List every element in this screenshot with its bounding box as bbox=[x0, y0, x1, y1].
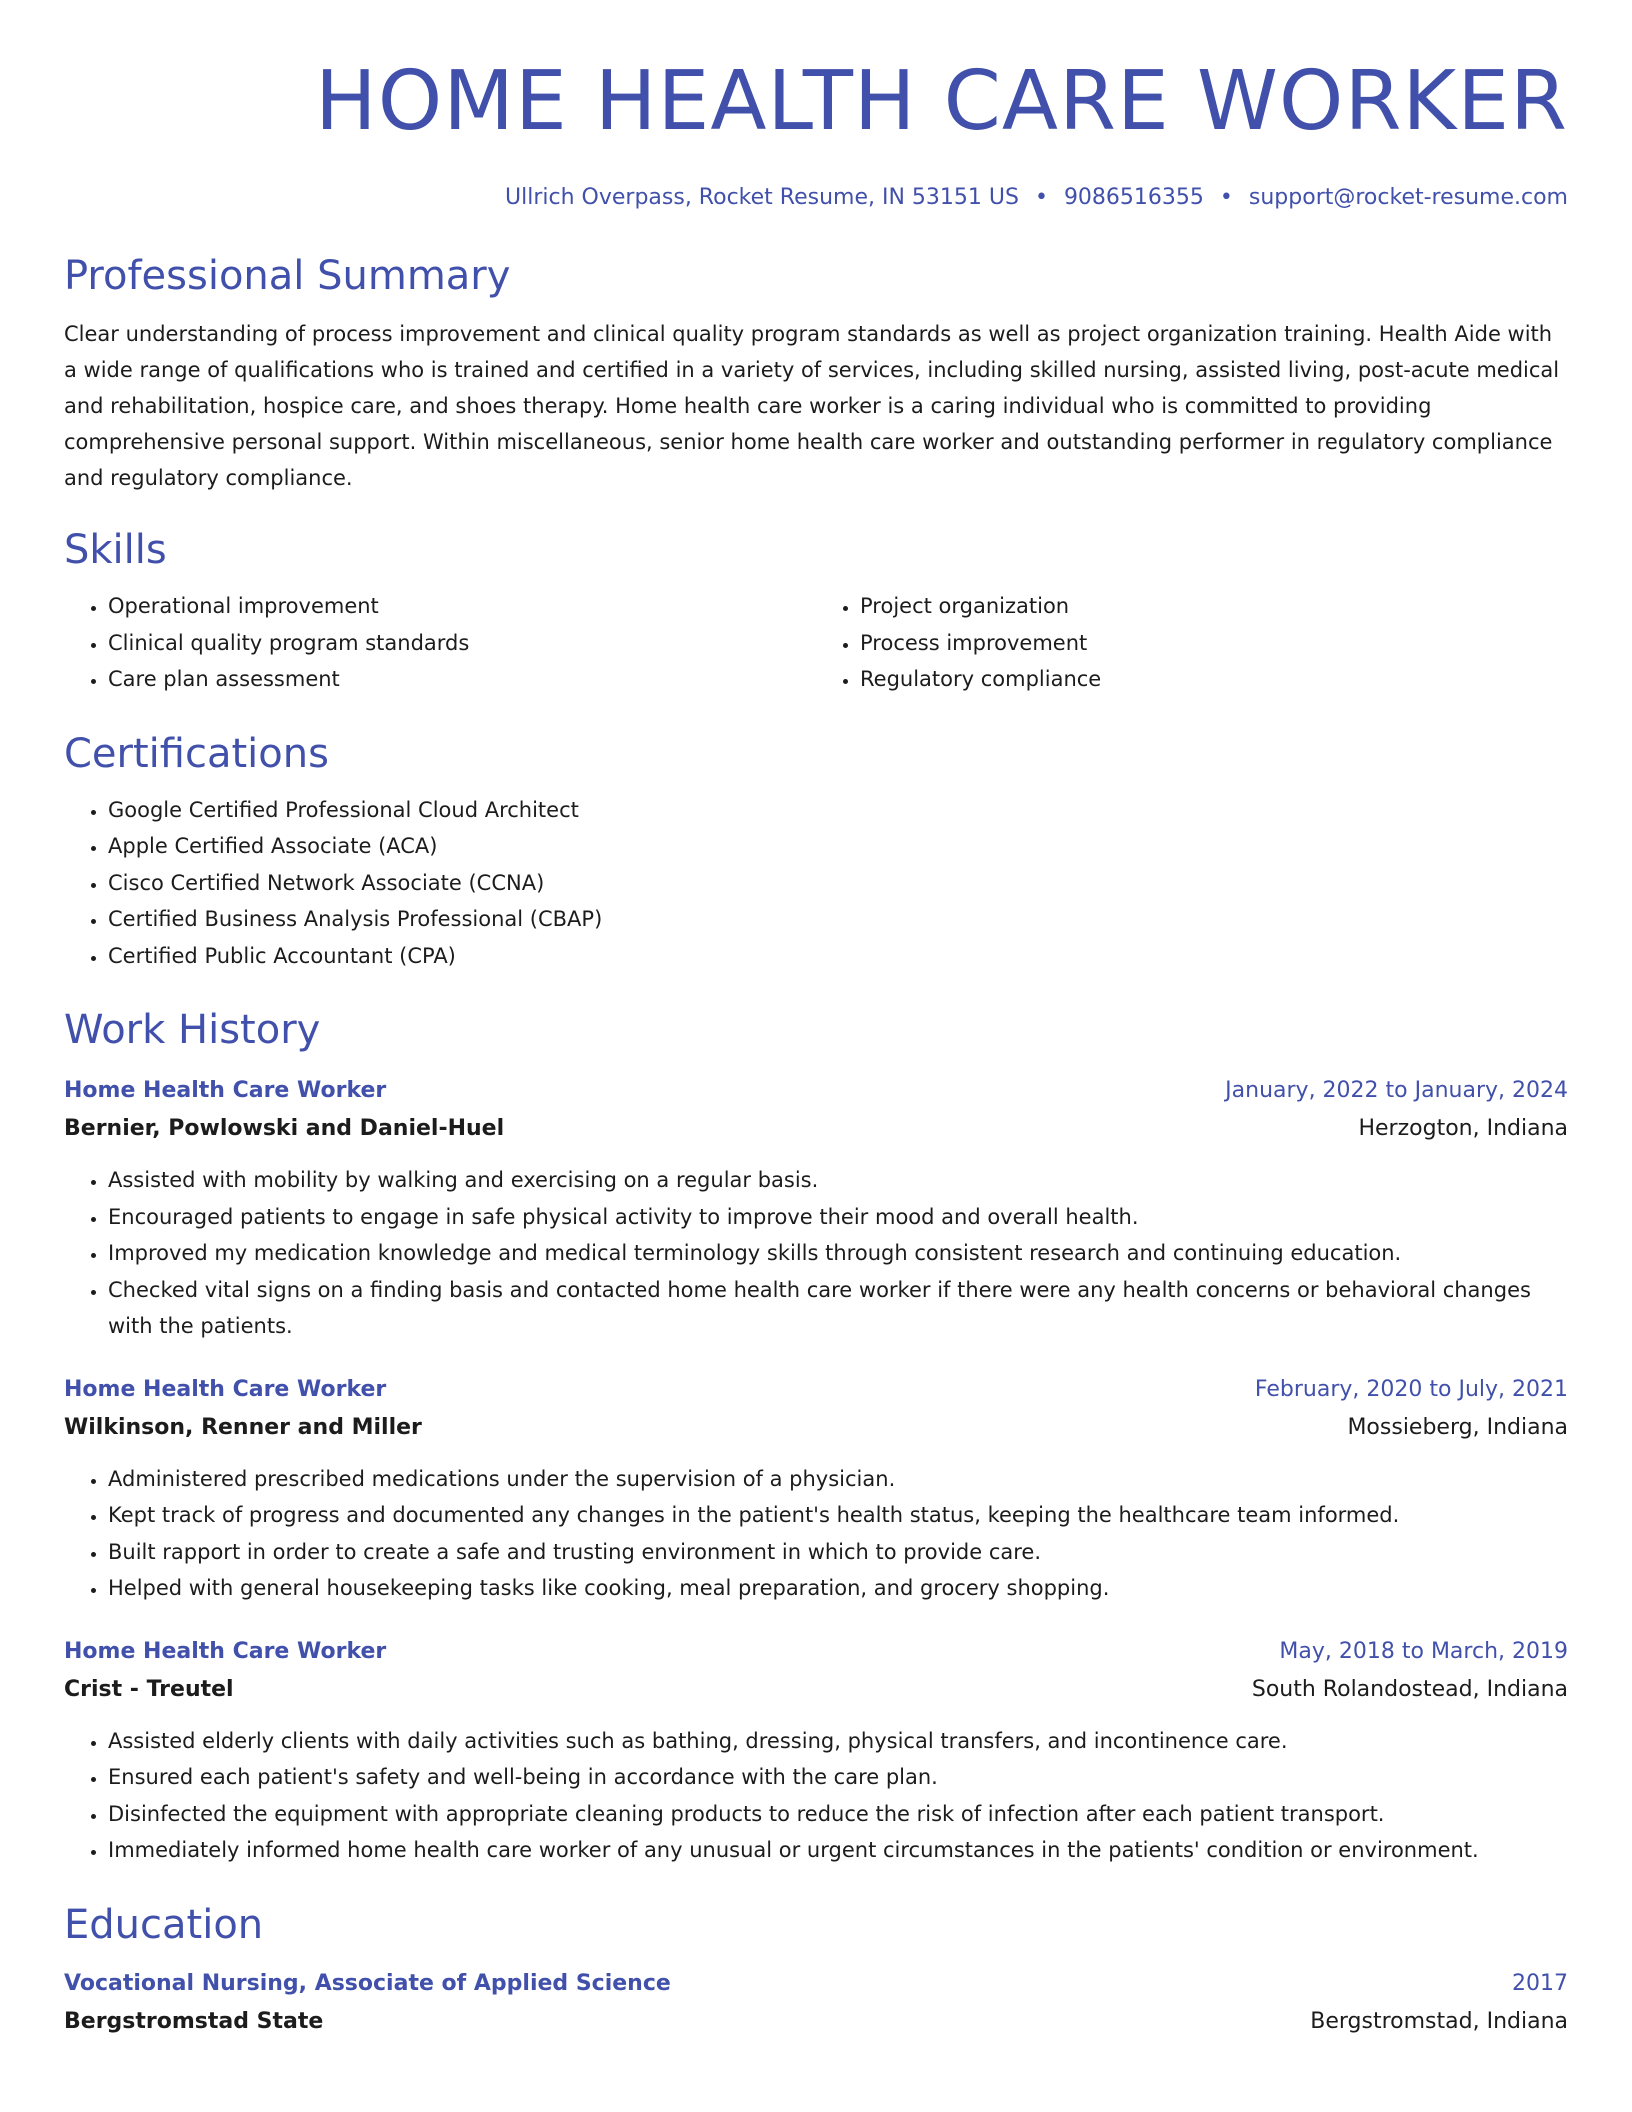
certification-item: • Cisco Certified Network Associate (CCNA) bbox=[108, 865, 1568, 902]
job-dates: February, 2020 to July, 2021 bbox=[1254, 1376, 1568, 1402]
job-location: Herzogton, Indiana bbox=[1358, 1116, 1568, 1141]
job-bullet: • Helped with general housekeeping tasks like cooking, meal preparation, and grocery shopping. bbox=[108, 1570, 1568, 1607]
certification-item: • Apple Certified Associate (ACA) bbox=[108, 828, 1568, 865]
job-company: Crist - Treutel bbox=[64, 1676, 234, 1702]
certification-item: • Certified Business Analysis Professional (CBAP) bbox=[108, 901, 1568, 938]
job-bullet: • Checked vital signs on a finding basis and contacted home health care worker if there were any health concerns or behavioral changes with the patients. bbox=[108, 1272, 1568, 1345]
contact-separator: • bbox=[1034, 185, 1048, 210]
education-degree: Vocational Nursing, Associate of Applied Science bbox=[64, 1970, 671, 1996]
summary-text: Clear understanding of process improvement and clinical quality program standards as well as project organization training. Health Aide with a wide range of qualifications who is trained and certified in a variety of services, including skilled nursing, assisted living, post-acute medical and rehabilitation, hospice care, and shoes therapy. Home health care worker is a caring individual who is committed to providing comprehensive personal support. Within miscellaneous, senior home health care worker and outstanding performer in regulatory compliance and regulatory compliance. bbox=[64, 322, 1560, 490]
job-title: Home Health Care Worker bbox=[64, 1376, 387, 1402]
job-bullets bbox=[64, 1461, 1568, 1607]
job-entry bbox=[64, 1072, 1568, 1345]
contact-line bbox=[64, 182, 1568, 214]
job-company: Wilkinson, Renner and Miller bbox=[64, 1414, 422, 1440]
job-dates: January, 2022 to January, 2024 bbox=[1225, 1078, 1568, 1103]
education-entry bbox=[64, 1965, 1568, 2041]
skill-item: • Care plan assessment bbox=[108, 661, 816, 698]
job-bullets bbox=[64, 1162, 1568, 1345]
job-location: South Rolandostead, Indiana bbox=[1251, 1676, 1568, 1702]
job-entry bbox=[64, 1371, 1568, 1607]
resume-title: HOME HEALTH CARE WORKER bbox=[315, 54, 1568, 149]
job-bullet: • Kept track of progress and documented any changes in the patient's health status, keeping the healthcare team informed. bbox=[108, 1497, 1568, 1534]
job-bullet: • Immediately informed home health care worker of any unusual or urgent circumstances in the patients' condition or environment. bbox=[108, 1832, 1568, 1869]
job-bullet: • Ensured each patient's safety and well-being in accordance with the care plan. bbox=[108, 1759, 1568, 1796]
contact-phone: 9086516355 bbox=[1063, 185, 1204, 210]
skills-list-right bbox=[816, 588, 1568, 698]
skills-grid bbox=[64, 588, 1568, 698]
skill-item: • Regulatory compliance bbox=[860, 661, 1568, 698]
job-bullet: • Assisted with mobility by walking and exercising on a regular basis. bbox=[108, 1162, 1568, 1199]
education-heading: Education bbox=[64, 1901, 264, 1948]
job-bullet: • Improved my medication knowledge and medical terminology skills through consistent research and continuing education. bbox=[108, 1235, 1568, 1272]
skills-list-left bbox=[64, 588, 816, 698]
skills-heading: Skills bbox=[64, 527, 167, 573]
job-company: Bernier, Powlowski and Daniel-Huel bbox=[64, 1116, 505, 1141]
education-section bbox=[64, 1897, 1568, 2041]
job-bullet: • Disinfected the equipment with appropriate cleaning products to reduce the risk of infection after each patient transport. bbox=[108, 1796, 1568, 1833]
education-year: 2017 bbox=[1512, 1970, 1568, 1996]
job-dates: May, 2018 to March, 2019 bbox=[1279, 1638, 1568, 1664]
certification-item: • Certified Public Accountant (CPA) bbox=[108, 938, 1568, 975]
work-history-section bbox=[64, 1002, 1568, 1869]
skill-item: • Clinical quality program standards bbox=[108, 625, 816, 662]
summary-section bbox=[64, 248, 1568, 496]
skills-section bbox=[64, 522, 1568, 698]
job-bullet: • Encouraged patients to engage in safe physical activity to improve their mood and overall health. bbox=[108, 1199, 1568, 1236]
skill-item: • Operational improvement bbox=[108, 588, 816, 625]
contact-email: support@rocket-resume.com bbox=[1248, 185, 1568, 210]
job-title: Home Health Care Worker bbox=[64, 1638, 387, 1664]
contact-separator: • bbox=[1219, 185, 1233, 210]
job-title: Home Health Care Worker bbox=[64, 1078, 387, 1103]
certifications-section bbox=[64, 726, 1568, 975]
certifications-heading: Certifications bbox=[64, 730, 329, 777]
skill-item: • Project organization bbox=[860, 588, 1568, 625]
education-school: Bergstromstad State bbox=[64, 2008, 324, 2034]
job-location: Mossieberg, Indiana bbox=[1347, 1414, 1568, 1440]
work-history-heading: Work History bbox=[64, 1007, 321, 1053]
job-entry bbox=[64, 1633, 1568, 1869]
education-location: Bergstromstad, Indiana bbox=[1310, 2008, 1568, 2034]
job-bullet: • Built rapport in order to create a safe and trusting environment in which to provide care. bbox=[108, 1534, 1568, 1571]
summary-heading: Professional Summary bbox=[64, 253, 511, 299]
skill-item: • Process improvement bbox=[860, 625, 1568, 662]
job-bullet: • Assisted elderly clients with daily activities such as bathing, dressing, physical transfers, and incontinence care. bbox=[108, 1723, 1568, 1760]
contact-address: Ullrich Overpass, Rocket Resume, IN 53151 US bbox=[505, 185, 1019, 210]
job-bullets bbox=[64, 1723, 1568, 1869]
certification-item: • Google Certified Professional Cloud Architect bbox=[108, 792, 1568, 829]
job-bullet: • Administered prescribed medications under the supervision of a physician. bbox=[108, 1461, 1568, 1498]
certifications-list bbox=[64, 792, 1568, 975]
